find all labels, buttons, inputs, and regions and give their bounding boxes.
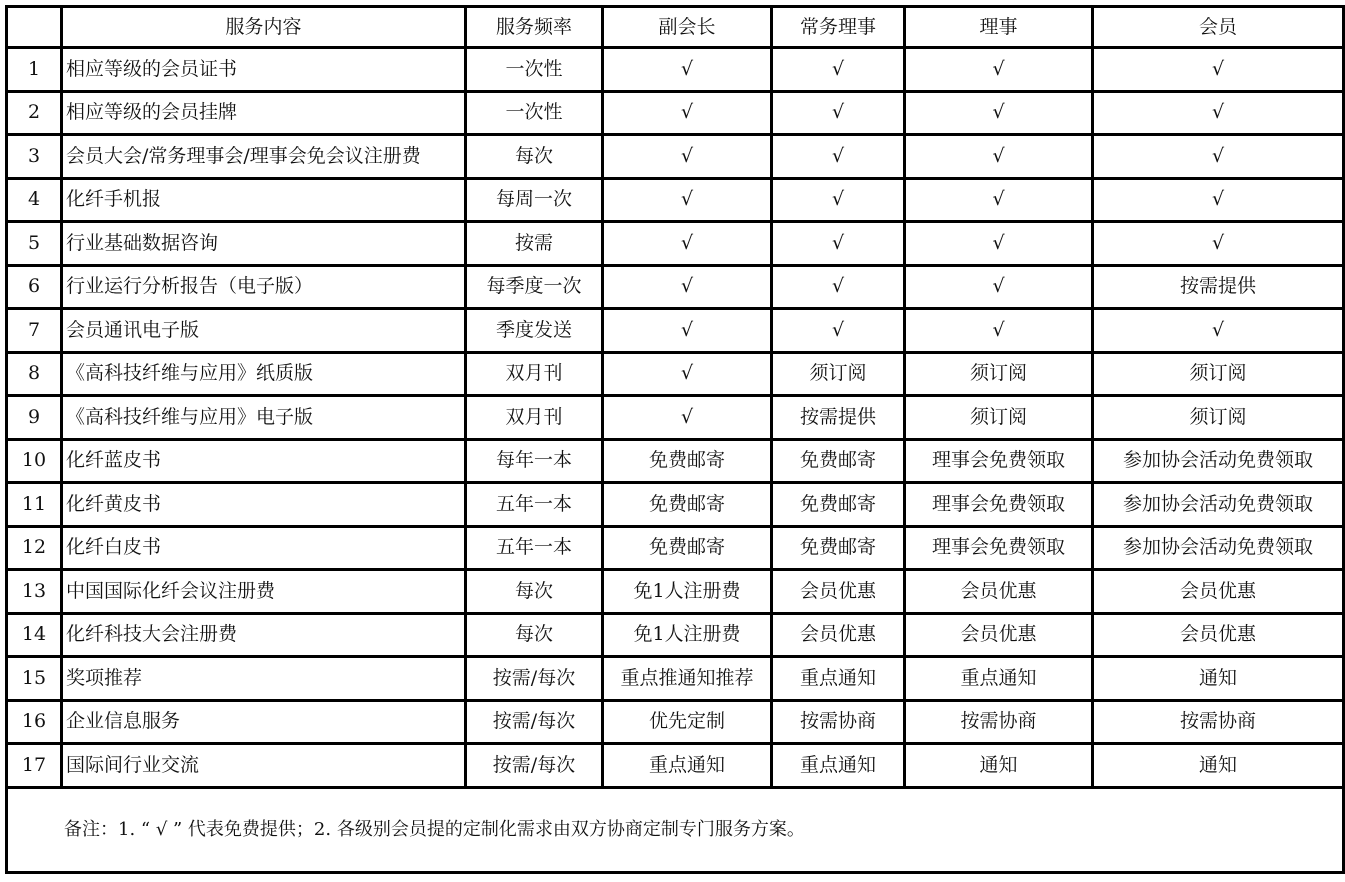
member-services-table: [5, 5, 1345, 874]
table-row: [7, 48, 1344, 92]
service-content: 中国国际化纤会议注册费: [62, 570, 466, 614]
director-benefit-check-icon: √: [905, 222, 1093, 266]
table-row: [7, 396, 1344, 440]
table-row: [7, 744, 1344, 788]
header-row: [7, 7, 1344, 48]
service-frequency: 季度发送: [466, 309, 603, 353]
member-benefit-check-icon: √: [1093, 178, 1344, 222]
service-frequency: 五年一本: [466, 483, 603, 527]
row-number: 7: [7, 309, 62, 353]
vice-president-benefit: 优先定制: [603, 700, 772, 744]
director-benefit: 会员优惠: [905, 613, 1093, 657]
row-number: 8: [7, 352, 62, 396]
member-benefit-check-icon: √: [1093, 91, 1344, 135]
service-frequency: 一次性: [466, 91, 603, 135]
director-benefit: 须订阅: [905, 396, 1093, 440]
member-benefit: 会员优惠: [1093, 613, 1344, 657]
director-benefit: 理事会免费领取: [905, 439, 1093, 483]
note-row: [7, 787, 1344, 872]
vice-president-benefit: 重点通知: [603, 744, 772, 788]
executive-director-benefit: 重点通知: [772, 744, 905, 788]
member-benefit: 参加协会活动免费领取: [1093, 483, 1344, 527]
service-content: 行业基础数据咨询: [62, 222, 466, 266]
service-frequency: 每次: [466, 613, 603, 657]
service-content: 化纤手机报: [62, 178, 466, 222]
service-frequency: 双月刊: [466, 352, 603, 396]
service-content: 《高科技纤维与应用》纸质版: [62, 352, 466, 396]
row-number: 10: [7, 439, 62, 483]
service-frequency: 按需/每次: [466, 700, 603, 744]
table-row: [7, 91, 1344, 135]
service-frequency: 每年一本: [466, 439, 603, 483]
service-frequency: 双月刊: [466, 396, 603, 440]
executive-director-benefit-check-icon: √: [772, 91, 905, 135]
service-content: 相应等级的会员挂牌: [62, 91, 466, 135]
vice-president-benefit-check-icon: √: [603, 309, 772, 353]
header-executive-director: 常务理事: [772, 7, 905, 48]
service-content: 会员大会/常务理事会/理事会免会议注册费: [62, 135, 466, 179]
table-row: [7, 222, 1344, 266]
note-text: 备注：1. “ √ ” 代表免费提供；2. 各级别会员提的定制化需求由双方协商定制专门服务方案。: [7, 787, 1344, 872]
service-content: 化纤白皮书: [62, 526, 466, 570]
vice-president-benefit-check-icon: √: [603, 396, 772, 440]
row-number: 16: [7, 700, 62, 744]
row-number: 6: [7, 265, 62, 309]
table-row: [7, 526, 1344, 570]
director-benefit: 会员优惠: [905, 570, 1093, 614]
director-benefit: 通知: [905, 744, 1093, 788]
executive-director-benefit: 按需协商: [772, 700, 905, 744]
director-benefit: 重点通知: [905, 657, 1093, 701]
service-content: 会员通讯电子版: [62, 309, 466, 353]
executive-director-benefit: 重点通知: [772, 657, 905, 701]
director-benefit-check-icon: √: [905, 135, 1093, 179]
member-benefit-check-icon: √: [1093, 48, 1344, 92]
table-row: [7, 700, 1344, 744]
vice-president-benefit-check-icon: √: [603, 352, 772, 396]
director-benefit: 按需协商: [905, 700, 1093, 744]
executive-director-benefit: 免费邮寄: [772, 439, 905, 483]
vice-president-benefit-check-icon: √: [603, 265, 772, 309]
header-no: [7, 7, 62, 48]
table-row: [7, 613, 1344, 657]
vice-president-benefit: 免费邮寄: [603, 526, 772, 570]
vice-president-benefit-check-icon: √: [603, 178, 772, 222]
member-benefit: 通知: [1093, 744, 1344, 788]
member-benefit: 须订阅: [1093, 352, 1344, 396]
service-content: 行业运行分析报告（电子版）: [62, 265, 466, 309]
table-row: [7, 309, 1344, 353]
row-number: 3: [7, 135, 62, 179]
service-frequency: 每次: [466, 570, 603, 614]
table-row: [7, 352, 1344, 396]
service-content: 国际间行业交流: [62, 744, 466, 788]
service-content: 奖项推荐: [62, 657, 466, 701]
service-content: 化纤蓝皮书: [62, 439, 466, 483]
vice-president-benefit-check-icon: √: [603, 91, 772, 135]
vice-president-benefit: 免费邮寄: [603, 439, 772, 483]
member-benefit: 须订阅: [1093, 396, 1344, 440]
table-row: [7, 135, 1344, 179]
member-benefit: 通知: [1093, 657, 1344, 701]
member-benefit: 参加协会活动免费领取: [1093, 439, 1344, 483]
member-benefit: 按需提供: [1093, 265, 1344, 309]
member-benefit: 按需协商: [1093, 700, 1344, 744]
director-benefit: 理事会免费领取: [905, 483, 1093, 527]
service-frequency: 每次: [466, 135, 603, 179]
service-frequency: 五年一本: [466, 526, 603, 570]
director-benefit-check-icon: √: [905, 48, 1093, 92]
vice-president-benefit: 重点推通知推荐: [603, 657, 772, 701]
table-body: [7, 48, 1344, 788]
row-number: 11: [7, 483, 62, 527]
row-number: 1: [7, 48, 62, 92]
header-vice-president: 副会长: [603, 7, 772, 48]
director-benefit-check-icon: √: [905, 265, 1093, 309]
member-benefit-check-icon: √: [1093, 135, 1344, 179]
vice-president-benefit-check-icon: √: [603, 222, 772, 266]
row-number: 13: [7, 570, 62, 614]
vice-president-benefit: 免费邮寄: [603, 483, 772, 527]
executive-director-benefit-check-icon: √: [772, 222, 905, 266]
row-number: 9: [7, 396, 62, 440]
vice-president-benefit-check-icon: √: [603, 48, 772, 92]
table-row: [7, 265, 1344, 309]
member-benefit-check-icon: √: [1093, 222, 1344, 266]
table-row: [7, 439, 1344, 483]
service-frequency: 按需/每次: [466, 744, 603, 788]
row-number: 2: [7, 91, 62, 135]
service-content: 《高科技纤维与应用》电子版: [62, 396, 466, 440]
header-frequency: 服务频率: [466, 7, 603, 48]
table-row: [7, 178, 1344, 222]
header-member: 会员: [1093, 7, 1344, 48]
service-content: 化纤科技大会注册费: [62, 613, 466, 657]
vice-president-benefit: 免1人注册费: [603, 613, 772, 657]
director-benefit-check-icon: √: [905, 309, 1093, 353]
executive-director-benefit: 按需提供: [772, 396, 905, 440]
executive-director-benefit-check-icon: √: [772, 265, 905, 309]
service-frequency: 每季度一次: [466, 265, 603, 309]
executive-director-benefit-check-icon: √: [772, 135, 905, 179]
service-frequency: 一次性: [466, 48, 603, 92]
executive-director-benefit-check-icon: √: [772, 309, 905, 353]
header-content: 服务内容: [62, 7, 466, 48]
service-content: 化纤黄皮书: [62, 483, 466, 527]
table-row: [7, 570, 1344, 614]
executive-director-benefit: 须订阅: [772, 352, 905, 396]
member-benefit: 参加协会活动免费领取: [1093, 526, 1344, 570]
executive-director-benefit-check-icon: √: [772, 178, 905, 222]
service-frequency: 按需/每次: [466, 657, 603, 701]
executive-director-benefit: 会员优惠: [772, 570, 905, 614]
executive-director-benefit: 会员优惠: [772, 613, 905, 657]
row-number: 14: [7, 613, 62, 657]
row-number: 4: [7, 178, 62, 222]
member-benefit-check-icon: √: [1093, 309, 1344, 353]
row-number: 15: [7, 657, 62, 701]
vice-president-benefit: 免1人注册费: [603, 570, 772, 614]
table-row: [7, 657, 1344, 701]
row-number: 5: [7, 222, 62, 266]
table-row: [7, 483, 1344, 527]
service-content: 相应等级的会员证书: [62, 48, 466, 92]
header-director: 理事: [905, 7, 1093, 48]
director-benefit: 须订阅: [905, 352, 1093, 396]
director-benefit: 理事会免费领取: [905, 526, 1093, 570]
service-frequency: 按需: [466, 222, 603, 266]
row-number: 12: [7, 526, 62, 570]
director-benefit-check-icon: √: [905, 178, 1093, 222]
service-frequency: 每周一次: [466, 178, 603, 222]
member-benefit: 会员优惠: [1093, 570, 1344, 614]
executive-director-benefit: 免费邮寄: [772, 526, 905, 570]
executive-director-benefit-check-icon: √: [772, 48, 905, 92]
executive-director-benefit: 免费邮寄: [772, 483, 905, 527]
row-number: 17: [7, 744, 62, 788]
vice-president-benefit-check-icon: √: [603, 135, 772, 179]
service-content: 企业信息服务: [62, 700, 466, 744]
director-benefit-check-icon: √: [905, 91, 1093, 135]
